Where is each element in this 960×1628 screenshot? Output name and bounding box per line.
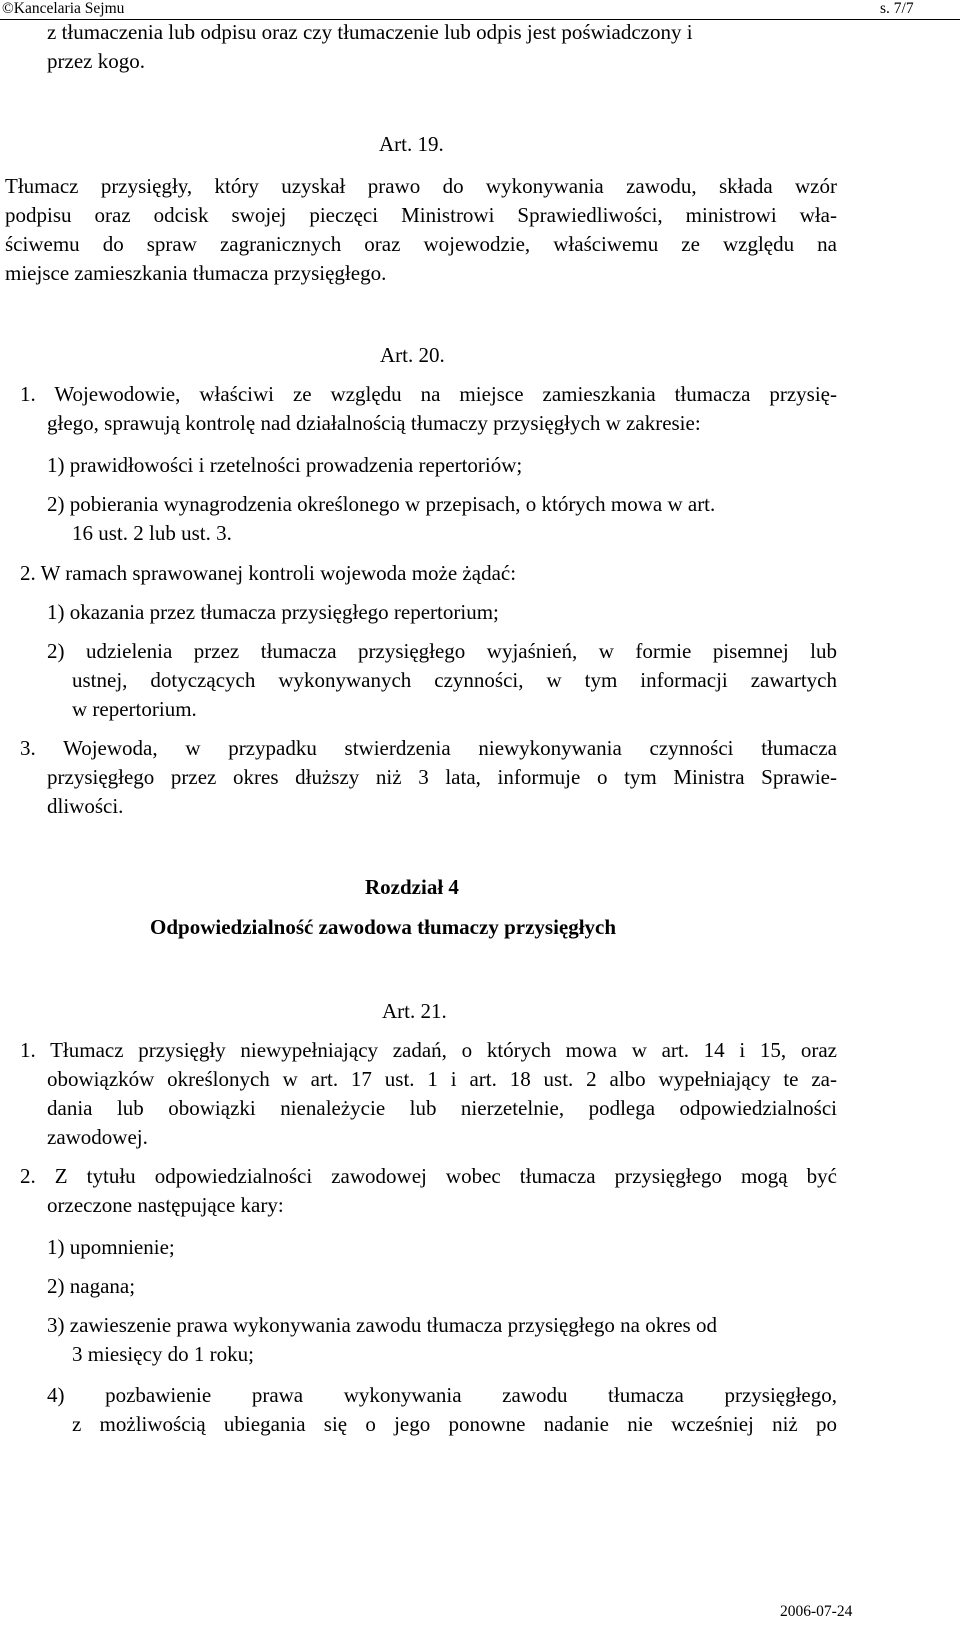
art20-p1-item-2-line-1: 2) pobierania wynagrodzenia określonego w przepisach, o których mowa w art. — [47, 492, 716, 516]
art21-p2-line-1: 2. Z tytułu odpowiedzialności zawodowej wobec tłumacza przysięgłego mogą być — [20, 1164, 837, 1188]
page-number: s. 7/7 — [880, 0, 914, 17]
chapter-number: Rozdział 4 — [365, 875, 459, 899]
art21-p1-line-2: obowiązków określonych w art. 17 ust. 1 i art. 18 ust. 2 albo wypełniający te za- — [47, 1067, 837, 1091]
article-19-title: Art. 19. — [379, 132, 444, 156]
art19-line-3: ściwemu do spraw zagranicznych oraz wojewodzie, właściwemu ze względu na — [5, 232, 837, 256]
art20-p3-line-2: przysięgłego przez okres dłuższy niż 3 lata, informuje o tym Ministra Sprawie- — [47, 765, 837, 789]
art20-p1-item-1: 1) prawidłowości i rzetelności prowadzenia repertoriów; — [47, 453, 523, 477]
art19-line-1: Tłumacz przysięgły, który uzyskał prawo do wykonywania zawodu, składa wzór — [5, 174, 837, 198]
art21-p1-line-1: 1. Tłumacz przysięgły niewypełniający zadań, o których mowa w art. 14 i 15, oraz — [20, 1038, 837, 1062]
penalty-item-4-line-1: 4) pozbawienie prawa wykonywania zawodu tłumacza przysięgłego, — [47, 1383, 837, 1407]
article-21-title: Art. 21. — [382, 999, 447, 1023]
art20-p2-item-2-line-3: w repertorium. — [72, 697, 197, 721]
penalty-item-3-line-1: 3) zawieszenie prawa wykonywania zawodu tłumacza przysięgłego na okres od — [47, 1313, 717, 1337]
art20-p2-item-1: 1) okazania przez tłumacza przysięgłego repertorium; — [47, 600, 499, 624]
art20-p2-item-2-line-2: ustnej, dotyczących wykonywanych czynności, w tym informacji zawartych — [72, 668, 837, 692]
art21-p2-line-2: orzeczone następujące kary: — [47, 1193, 284, 1217]
chapter-title: Odpowiedzialność zawodowa tłumaczy przysięgłych — [150, 915, 617, 939]
art19-line-4: miejsce zamieszkania tłumacza przysięgłego. — [5, 261, 387, 285]
art21-p1-line-3: dania lub obowiązki nienależycie lub nierzetelnie, podlega odpowiedzialności — [47, 1096, 837, 1120]
art20-p2-item-2-line-1: 2) udzielenia przez tłumacza przysięgłego wyjaśnień, w formie pisemnej lub — [47, 639, 837, 663]
art20-p2: 2. W ramach sprawowanej kontroli wojewoda może żądać: — [20, 561, 517, 585]
intro-line-2: przez kogo. — [47, 49, 145, 73]
penalty-item-3-line-2: 3 miesięcy do 1 roku; — [72, 1342, 254, 1366]
article-20-title: Art. 20. — [380, 343, 445, 367]
art19-line-2: podpisu oraz odcisk swojej pieczęci Ministrowi Sprawiedliwości, ministrowi wła- — [5, 203, 837, 227]
art21-p1-line-4: zawodowej. — [47, 1125, 148, 1149]
art20-p1-line-1: 1. Wojewodowie, właściwi ze względu na miejsce zamieszkania tłumacza przysię- — [20, 382, 837, 406]
penalty-item-2: 2) nagana; — [47, 1274, 136, 1298]
art20-p3-line-1: 3. Wojewoda, w przypadku stwierdzenia niewykonywania czynności tłumacza — [20, 736, 837, 760]
intro-line-1: z tłumaczenia lub odpisu oraz czy tłumaczenie lub odpis jest poświadczony i — [47, 20, 693, 44]
penalty-item-4-line-2: z możliwością ubiegania się o jego ponowne nadanie nie wcześniej niż po — [72, 1412, 837, 1436]
art20-p1-item-2-line-2: 16 ust. 2 lub ust. 3. — [72, 521, 232, 545]
art20-p1-line-2: głego, sprawują kontrolę nad działalnością tłumaczy przysięgłych w zakresie: — [47, 411, 701, 435]
penalty-item-1: 1) upomnienie; — [47, 1235, 175, 1259]
art20-p3-line-3: dliwości. — [47, 794, 124, 818]
document-date: 2006-07-24 — [780, 1603, 853, 1620]
copyright-notice: ©Kancelaria Sejmu — [2, 0, 125, 17]
